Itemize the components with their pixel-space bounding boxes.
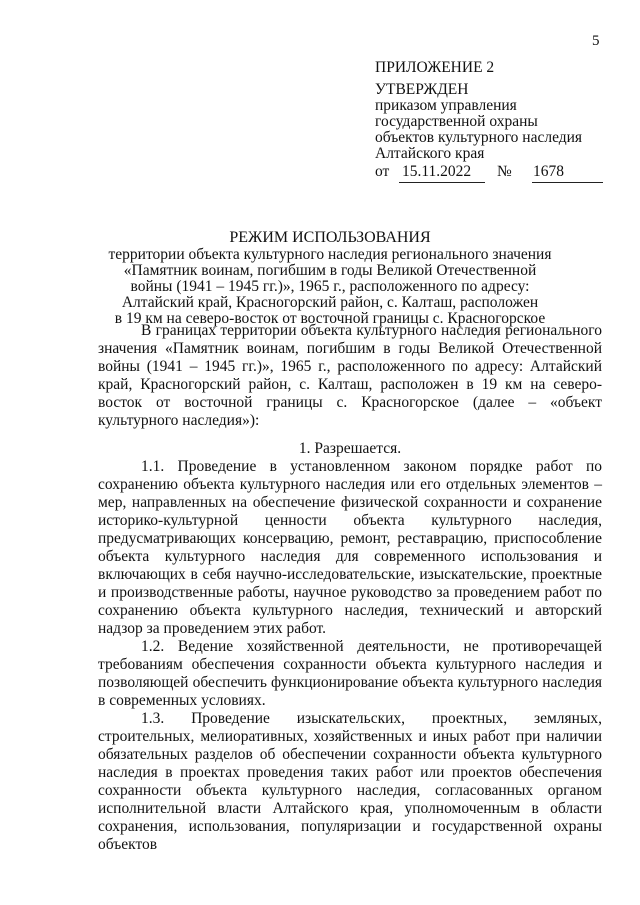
- document-title: РЕЖИМ ИСПОЛЬЗОВАНИЯ: [229, 229, 431, 246]
- subtitle-line: в 19 км на северо-восток от восточной границы с. Красногорское: [114, 310, 546, 327]
- number-sign: №: [497, 163, 512, 180]
- subtitle-line: «Памятник воинам, погибшим в годы Великой Отечественной: [123, 262, 537, 279]
- appendix-label: ПРИЛОЖЕНИЕ 2: [375, 59, 495, 76]
- approval-line: Алтайского края: [375, 145, 485, 162]
- approval-line: объектов культурного наследия: [375, 129, 583, 146]
- subtitle-line: войны (1941 – 1945 гг.)», 1965 г., расположенного по адресу:: [130, 278, 530, 295]
- order-number: 1678: [533, 163, 564, 180]
- item-paragraph: 1.1. Проведение в установленном законом порядке работ по сохранению объекта культурного наследия или его отдельных элементов – мер, направленных на обеспечение физической сохранности и сохранение историко-культурной ценности объекта культурного наследия, предусматривающих консервацию, ремонт, реставрацию, приспособление объекта культурного наследия для современного использования и включающих в себя научно-исследовательские, изыскательские, проектные и производственные работы, научное руководство за проведением работ по сохранению объекта культурного наследия, технический и авторский надзор за проведением этих работ.: [98, 458, 602, 637]
- section-heading: 1. Разрешается.: [298, 440, 402, 457]
- approval-date-number-row: [375, 164, 625, 184]
- intro-paragraph: В границах территории объекта культурного наследия регионального значения «Памятник воинам, погибшим в годы Великой Отечественной войны (1941 – 1945 гг.)», 1965 г., расположенного по адресу: Алтайский край, Красногорский район, с. Калташ, расположен в 19 км на северо-восток от восточной границы с. Красногорское (далее – «объект культурного наследия»):: [98, 322, 602, 429]
- approval-line: государственной охраны: [375, 113, 538, 130]
- item-paragraph: 1.3. Проведение изыскательских, проектных, земляных, строительных, мелиоративных, хозяйственных и иных работ при наличии обязательных разделов об обеспечении сохранности объекта культурного наследия в проектах проведения таких работ или проектов обеспечения сохранности объекта культурного наследия, согласованных органом исполнительной власти Алтайского края, уполномоченным в области сохранения, использования, популяризации и государственной охраны объектов: [98, 710, 602, 853]
- approval-line: приказом управления: [375, 97, 517, 114]
- approved-label: УТВЕРЖДЕН: [375, 81, 469, 98]
- number-underline: [532, 182, 603, 183]
- document-title-block: [100, 230, 560, 327]
- date-prefix: от: [375, 163, 390, 180]
- subtitle-line: территории объекта культурного наследия регионального значения: [108, 246, 552, 263]
- subtitle-line: Алтайский край, Красногорский район, с. Калташ, расположен: [121, 294, 539, 311]
- page-number: 5: [592, 33, 600, 49]
- document-body: [98, 322, 602, 854]
- approval-date: 15.11.2022: [402, 163, 472, 180]
- date-underline: [399, 182, 485, 183]
- item-paragraph: 1.2. Ведение хозяйственной деятельности, не противоречащей требованиям обеспечения сохранности объекта культурного наследия и позволяющей обеспечить функционирование объекта культурного наследия в современных условиях.: [98, 638, 602, 709]
- appendix-block: [375, 60, 625, 184]
